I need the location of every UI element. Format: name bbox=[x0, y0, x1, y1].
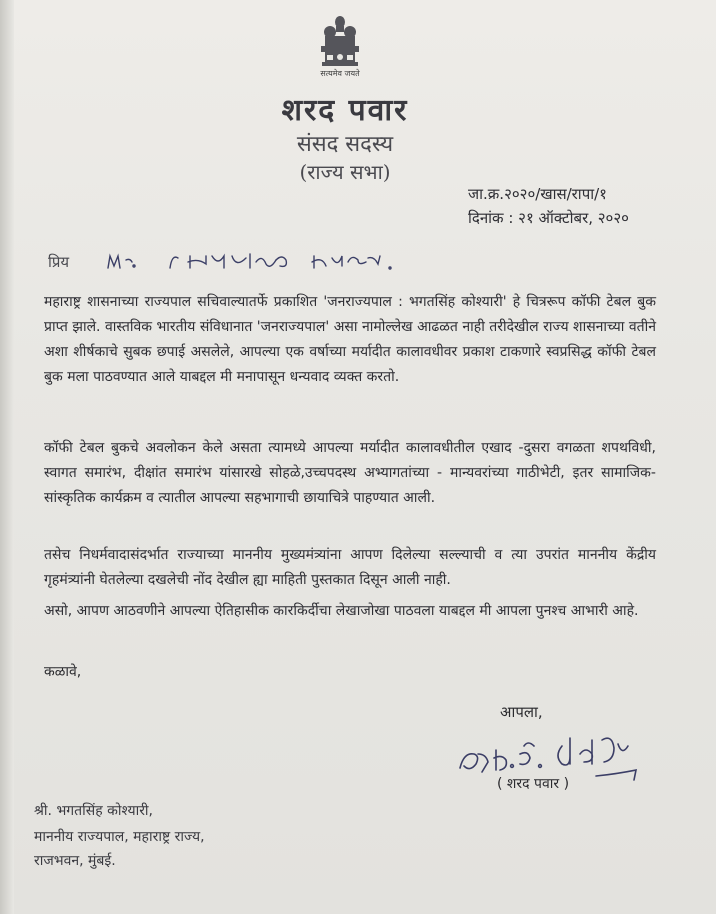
recipient-address-line-1: श्री. भगतसिंह कोश्यारी, bbox=[34, 803, 153, 819]
body-paragraph-4: असो, आपण आठवणीने आपल्या ऐतिहासीक कारकिर्दीचा लेखाजोखा पाठवला याबद्दल मी आपला पुनश्च आभारी आहे. bbox=[44, 603, 639, 619]
body-paragraph-1: महाराष्ट्र शासनाच्या राज्यपाल सचिवाल्यातर्फे प्रकाशित 'जनराज्यपाल : भगतसिंह कोश्यारी' हे चित्ररूप कॉफी टेबल बुक प्राप्त झाले. वास्तविक भारतीय संविधानात 'जनराज्यपाल' असा नामोल्लेख आढळत नाही तरीदेखील राज्य शासनाच्या वतीने अशा शीर्षकाचे सुबक छपाई असलेले, आपल्या एक वर्षाच्या मर्यादीत कालावधीवर प्रकाश टाकणारे स्वप्रसिद्ध कॉफी टेबल बुक मला पाठवण्यात आले याबद्दल मी मनापासून धन्यवाद व्यक्त करतो. bbox=[44, 294, 656, 385]
valediction: आपला, bbox=[500, 703, 543, 721]
letter-date: दिनांक : २१ ऑक्टोबर, २०२० bbox=[468, 209, 629, 227]
recipient-address-line-3: राजभवन, मुंबई. bbox=[34, 853, 116, 869]
recipient-address-line-2: माननीय राज्यपाल, महाराष्ट्र राज्य, bbox=[34, 829, 205, 845]
body-paragraph-2: कॉफी टेबल बुकचे अवलोकन केले असता त्यामध्ये आपल्या मर्यादीत कालावधीतील एखाद -दुसरा वगळता शपथविधी, स्वागत समारंभ, दीक्षांत समारंभ यांसारखे सोहळे,उच्चपदस्थ अभ्यागतांच्या - मान्यवरांच्या गाठीभेटी, इतर सामाजिक-सांस्कृतिक कार्यक्रम व त्यातील आपल्या सहभागाची छायाचित्रे पाहण्यात आली. bbox=[44, 440, 656, 506]
handwritten-salutation-name bbox=[100, 246, 420, 276]
page-edge-shadow bbox=[0, 0, 14, 914]
closing-line: कळावे, bbox=[44, 664, 82, 680]
sender-house: (राज्य सभा) bbox=[299, 160, 391, 184]
emblem-motto: सत्यमेव जयते bbox=[320, 69, 360, 78]
reference-number: जा.क्र.२०२०/खास/रापा/१ bbox=[468, 185, 607, 203]
signatory-name: ( शरद पवार ) bbox=[497, 776, 570, 792]
salutation: प्रिय bbox=[48, 253, 70, 271]
body-paragraph-3: तसेच निधर्मवादासंदर्भात राज्याच्या माननीय मुख्यमंत्र्यांना आपण दिलेल्या सल्ल्याची व त्या उपरांत माननीय केंद्रीय गृहमंत्र्यांनी घेतलेल्या दखलेची नोंद देखील ह्या माहिती पुस्तकात दिसून आली नाही. bbox=[44, 547, 656, 588]
sender-name-heading: शरद पवार bbox=[281, 93, 409, 128]
lion-capital-emblem-icon bbox=[313, 12, 367, 70]
sender-designation: संसद सदस्य bbox=[296, 132, 394, 157]
